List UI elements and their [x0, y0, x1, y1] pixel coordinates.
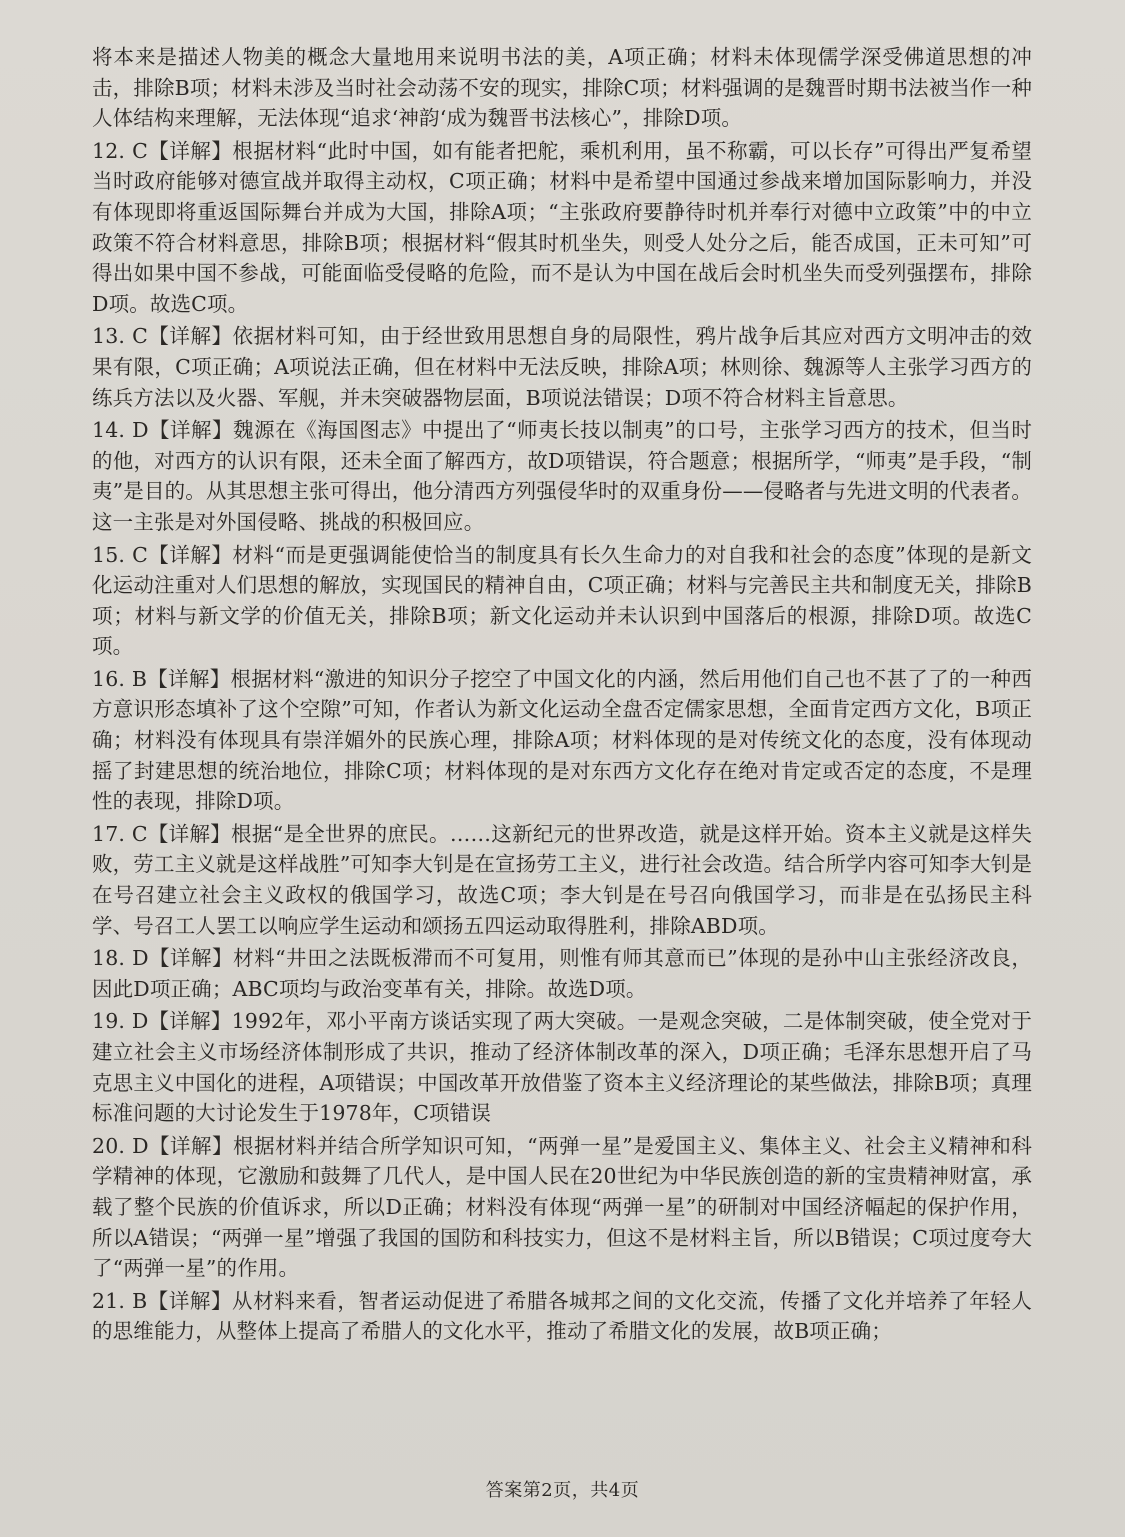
answer-paragraph-16: 16. B【详解】根据材料“激进的知识分子挖空了中国文化的内涵，然后用他们自己也不甚了了的一种西方意识形态填补了这个空隙”可知，作者认为新文化运动全盘否定儒家思想，全面肯定西方文化，B项正确；材料没有体现具有崇洋媚外的民族心理，排除A项；材料体现的是对传统文化的态度，没有体现动摇了封建思想的统治地位，排除C项；材料体现的是对东西方文化存在绝对肯定或否定的态度，不是理性的表现，排除D项。	[92, 666, 1032, 814]
answer-paragraph-15: 15. C【详解】材料“而是更强调能使恰当的制度具有长久生命力的对自我和社会的态度”体现的是新文化运动注重对人们思想的解放，实现国民的精神自由，C项正确；材料与完善民主共和制度无关，排除B项；材料与新文学的价值无关，排除B项；新文化运动并未认识到中国落后的根源，排除D项。故选C项。	[92, 542, 1032, 659]
page-footer: 答案第2页，共4页	[485, 1480, 640, 1501]
answer-paragraph-17: 17. C【详解】根据“是全世界的庶民。……这新纪元的世界改造，就是这样开始。资本主义就是这样失败，劳工主义就是这样战胜”可知李大钊是在宣扬劳工主义，进行社会改造。结合所学内容可知李大钊是在号召建立社会主义政权的俄国学习，故选C项；李大钊是在号召向俄国学习，而非是在弘扬民主科学、号召工人罢工以响应学生运动和颂扬五四运动取得胜利，排除ABD项。	[92, 821, 1032, 938]
answer-paragraph-21: 21. B【详解】从材料来看，智者运动促进了希腊各城邦之间的文化交流，传播了文化并培养了年轻人的思维能力，从整体上提高了希腊人的文化水平，推动了希腊文化的发展，故B项正确；	[92, 1288, 1032, 1344]
answer-text-body	[92, 42, 1032, 1349]
answer-paragraph-14: 14. D【详解】魏源在《海国图志》中提出了“师夷长技以制夷”的口号，主张学习西方的技术，但当时的他，对西方的认识有限，还未全面了解西方，故D项错误，符合题意；根据所学，“师夷”是手段，“制夷”是目的。从其思想主张可得出，他分清西方列强侵华时的双重身份——侵略者与先进文明的代表者。这一主张是对外国侵略、挑战的积极回应。	[92, 418, 1032, 534]
answer-paragraph-20: 20. D【详解】根据材料并结合所学知识可知，“两弹一星”是爱国主义、集体主义、社会主义精神和科学精神的体现，它激励和鼓舞了几代人，是中国人民在20世纪为中华民族创造的新的宝贵精神财富，承载了整个民族的价值诉求，所以D正确；材料没有体现“两弹一星”的研制对中国经济幅起的保护作用，所以A错误；“两弹一星”增强了我国的国防和科技实力，但这不是材料主旨，所以B错误；C项过度夸大了“两弹一星”的作用。	[92, 1133, 1032, 1281]
answer-paragraph-11-continued: 将本来是描述人物美的概念大量地用来说明书法的美，A项正确；材料未体现儒学深受佛道思想的冲击，排除B项；材料未涉及当时社会动荡不安的现实，排除C项；材料强调的是魏晋时期书法被当作一种人体结构来理解，无法体现“追求‘神韵‘成为魏晋书法核心”，排除D项。	[92, 45, 1032, 131]
answer-paragraph-19: 19. D【详解】1992年，邓小平南方谈话实现了两大突破。一是观念突破，二是体制突破，使全党对于建立社会主义市场经济体制形成了共识，推动了经济体制改革的深入，D项正确；毛泽东思想开启了马克思主义中国化的进程，A项错误；中国改革开放借鉴了资本主义经济理论的某些做法，排除B项；真理标准问题的大讨论发生于1978年，C项错误	[92, 1009, 1032, 1126]
answer-paragraph-18: 18. D【详解】材料“井田之法既板滞而不可复用，则惟有师其意而已”体现的是孙中山主张经济改良，因此D项正确；ABC项均与政治变革有关，排除。故选D项。	[92, 946, 1032, 1001]
answer-paragraph-13: 13. C【详解】依据材料可知，由于经世致用思想自身的局限性，鸦片战争后其应对西方文明冲击的效果有限，C项正确；A项说法正确，但在材料中无法反映，排除A项；林则徐、魏源等人主张学习西方的练兵方法以及火器、军舰，并未突破器物层面，B项说法错误；D项不符合材料主旨意思。	[92, 324, 1032, 410]
answer-paragraph-12: 12. C【详解】根据材料“此时中国，如有能者把舵，乘机利用，虽不称霸，可以长存”可得出严复希望当时政府能够对德宣战并取得主动权，C项正确；材料中是希望中国通过参战来增加国际影响力，并没有体现即将重返国际舞台并成为大国，排除A项；“主张政府要静待时机并奉行对德中立政策”中的中立政策不符合材料意思，排除B项；根据材料“假其时机坐失，则受人处分之后，能否成国，正未可知”可得出如果中国不参战，可能面临受侵略的危险，而不是认为中国在战后会时机坐失而受列强摆布，排除D项。故选C项。	[92, 138, 1032, 316]
